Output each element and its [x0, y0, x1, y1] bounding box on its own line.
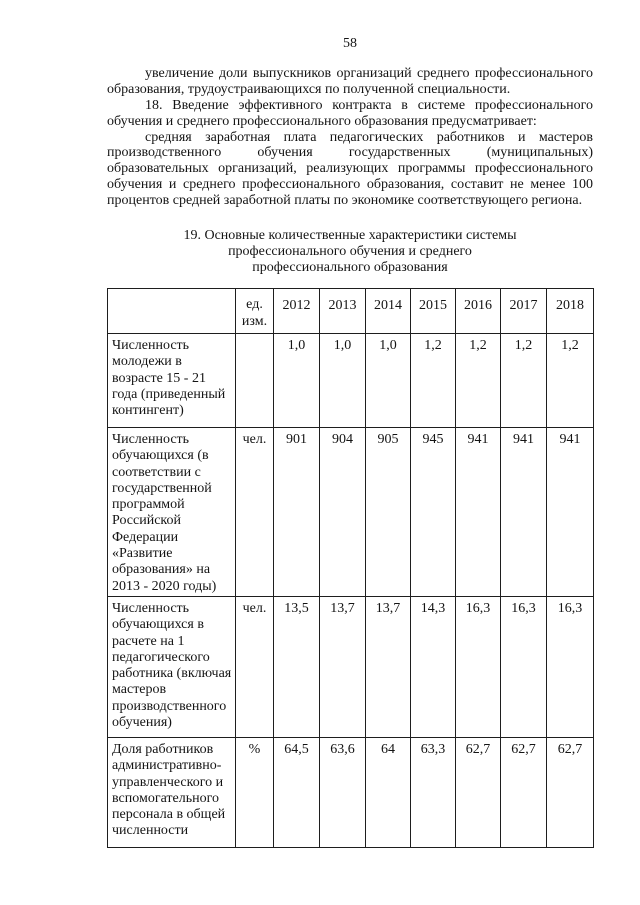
- paragraph-line: образования, трудоустраивающихся по полученной специальности.: [107, 81, 511, 97]
- table-title-line: профессионального обучения и среднего: [228, 244, 472, 259]
- row-label-cell: [108, 738, 236, 848]
- value-cell: 904: [320, 428, 366, 597]
- value-cell: 62,7: [501, 738, 547, 848]
- header-year-cell: 2016: [456, 289, 501, 334]
- row-students-enrolled: [108, 428, 594, 597]
- paragraph-line: образовательных организаций, реализующих программы профессионального: [107, 161, 593, 177]
- row-label-line: года (приведенный: [112, 386, 226, 402]
- row-label-line: возрасте 15 - 21: [112, 370, 206, 386]
- header-year-cell: 2017: [501, 289, 547, 334]
- value-cell: 1,2: [547, 334, 594, 428]
- row-label-line: обучающихся в: [112, 617, 204, 633]
- header-row: [108, 289, 594, 334]
- unit-cell: чел.: [236, 597, 274, 738]
- value-cell: 941: [547, 428, 594, 597]
- paragraph-line: обучения и среднего профессионального образования предусматривает:: [107, 113, 537, 129]
- row-label-line: государственной: [112, 480, 212, 496]
- row-label-line: 2013 - 2020 годы): [112, 578, 217, 594]
- row-admin-staff-share: [108, 738, 594, 848]
- value-cell: 1,0: [320, 334, 366, 428]
- row-label-cell: [108, 597, 236, 738]
- row-label-line: Доля работников: [112, 742, 214, 757]
- value-cell: 1,2: [411, 334, 456, 428]
- paragraph-line: увеличение доли выпускников организаций среднего профессионального: [145, 66, 593, 81]
- row-label-line: Российской: [112, 513, 181, 529]
- row-label-line: мастеров: [112, 682, 167, 698]
- value-cell: 1,0: [366, 334, 411, 428]
- row-label-line: работника (включая: [112, 666, 232, 682]
- value-cell: 64: [366, 738, 411, 848]
- value-cell: 1,2: [456, 334, 501, 428]
- value-cell: 1,2: [501, 334, 547, 428]
- row-label-line: педагогического: [112, 649, 210, 665]
- header-indicator-cell: [108, 289, 236, 334]
- row-label-line: контингент): [112, 403, 184, 419]
- paragraph-line: средняя заработная плата педагогических работников и мастеров: [145, 129, 593, 145]
- characteristics-table: [107, 288, 594, 848]
- value-cell: 941: [456, 428, 501, 597]
- header-year-cell: 2015: [411, 289, 456, 334]
- row-label-line: Федерации: [112, 529, 179, 545]
- value-cell: 941: [501, 428, 547, 597]
- row-label-line: Численность: [112, 601, 190, 616]
- value-cell: 63,6: [320, 738, 366, 848]
- header-unit-cell: [236, 289, 274, 334]
- table-title-line: 19. Основные количественные характеристики системы: [183, 228, 517, 243]
- header-year-cell: 2014: [366, 289, 411, 334]
- row-youth-population: [108, 334, 594, 428]
- row-label-line: обучения): [112, 715, 172, 731]
- row-label-line: программой: [112, 497, 185, 513]
- value-cell: 905: [366, 428, 411, 597]
- table-title-line: профессионального образования: [252, 260, 448, 275]
- paragraph-line: процентов средней заработной платы по экономике соответствующего региона.: [107, 193, 583, 209]
- value-cell: 62,7: [547, 738, 594, 848]
- row-label-line: «Развитие: [112, 546, 173, 562]
- value-cell: 62,7: [456, 738, 501, 848]
- row-label-line: вспомогательного: [112, 790, 220, 806]
- row-label-line: Численность: [112, 338, 190, 353]
- value-cell: 1,0: [274, 334, 320, 428]
- row-label-line: молодежи в: [112, 354, 182, 370]
- value-cell: 16,3: [547, 597, 594, 738]
- header-unit-line: изм.: [241, 314, 268, 329]
- row-label-cell: [108, 334, 236, 428]
- value-cell: 945: [411, 428, 456, 597]
- value-cell: 13,7: [320, 597, 366, 738]
- row-label-line: административно-: [112, 758, 222, 774]
- value-cell: 64,5: [274, 738, 320, 848]
- row-label-line: образования» на: [112, 562, 211, 578]
- value-cell: 16,3: [456, 597, 501, 738]
- row-label-line: соответствии с: [112, 464, 201, 480]
- row-label-line: управленческого и: [112, 774, 224, 790]
- row-students-per-teacher: [108, 597, 594, 738]
- row-label-cell: [108, 428, 236, 597]
- body-text: [107, 66, 593, 209]
- row-label-line: численности: [112, 823, 189, 839]
- header-year-cell: 2012: [274, 289, 320, 334]
- row-label-line: производственного: [112, 698, 227, 714]
- unit-cell: %: [236, 738, 274, 848]
- row-label-line: Численность: [112, 432, 190, 447]
- paragraph-line: обучения и среднего профессионального образования, составит не менее 100: [107, 177, 593, 193]
- row-label-line: расчете на 1: [112, 633, 185, 649]
- value-cell: 14,3: [411, 597, 456, 738]
- header-year-cell: 2013: [320, 289, 366, 334]
- value-cell: 13,5: [274, 597, 320, 738]
- table-title: [107, 228, 593, 276]
- value-cell: 901: [274, 428, 320, 597]
- row-label-line: персонала в общей: [112, 807, 226, 823]
- page-number: 58: [343, 36, 357, 51]
- row-label-line: обучающихся (в: [112, 448, 209, 464]
- unit-cell: чел.: [236, 428, 274, 597]
- value-cell: 63,3: [411, 738, 456, 848]
- paragraph-line: производственного обучения государственных (муниципальных): [107, 145, 593, 161]
- header-unit-line: ед.: [246, 297, 263, 312]
- header-year-cell: 2018: [547, 289, 594, 334]
- unit-cell: [236, 334, 274, 428]
- value-cell: 16,3: [501, 597, 547, 738]
- value-cell: 13,7: [366, 597, 411, 738]
- paragraph-line: 18. Введение эффективного контракта в системе профессионального: [145, 97, 593, 113]
